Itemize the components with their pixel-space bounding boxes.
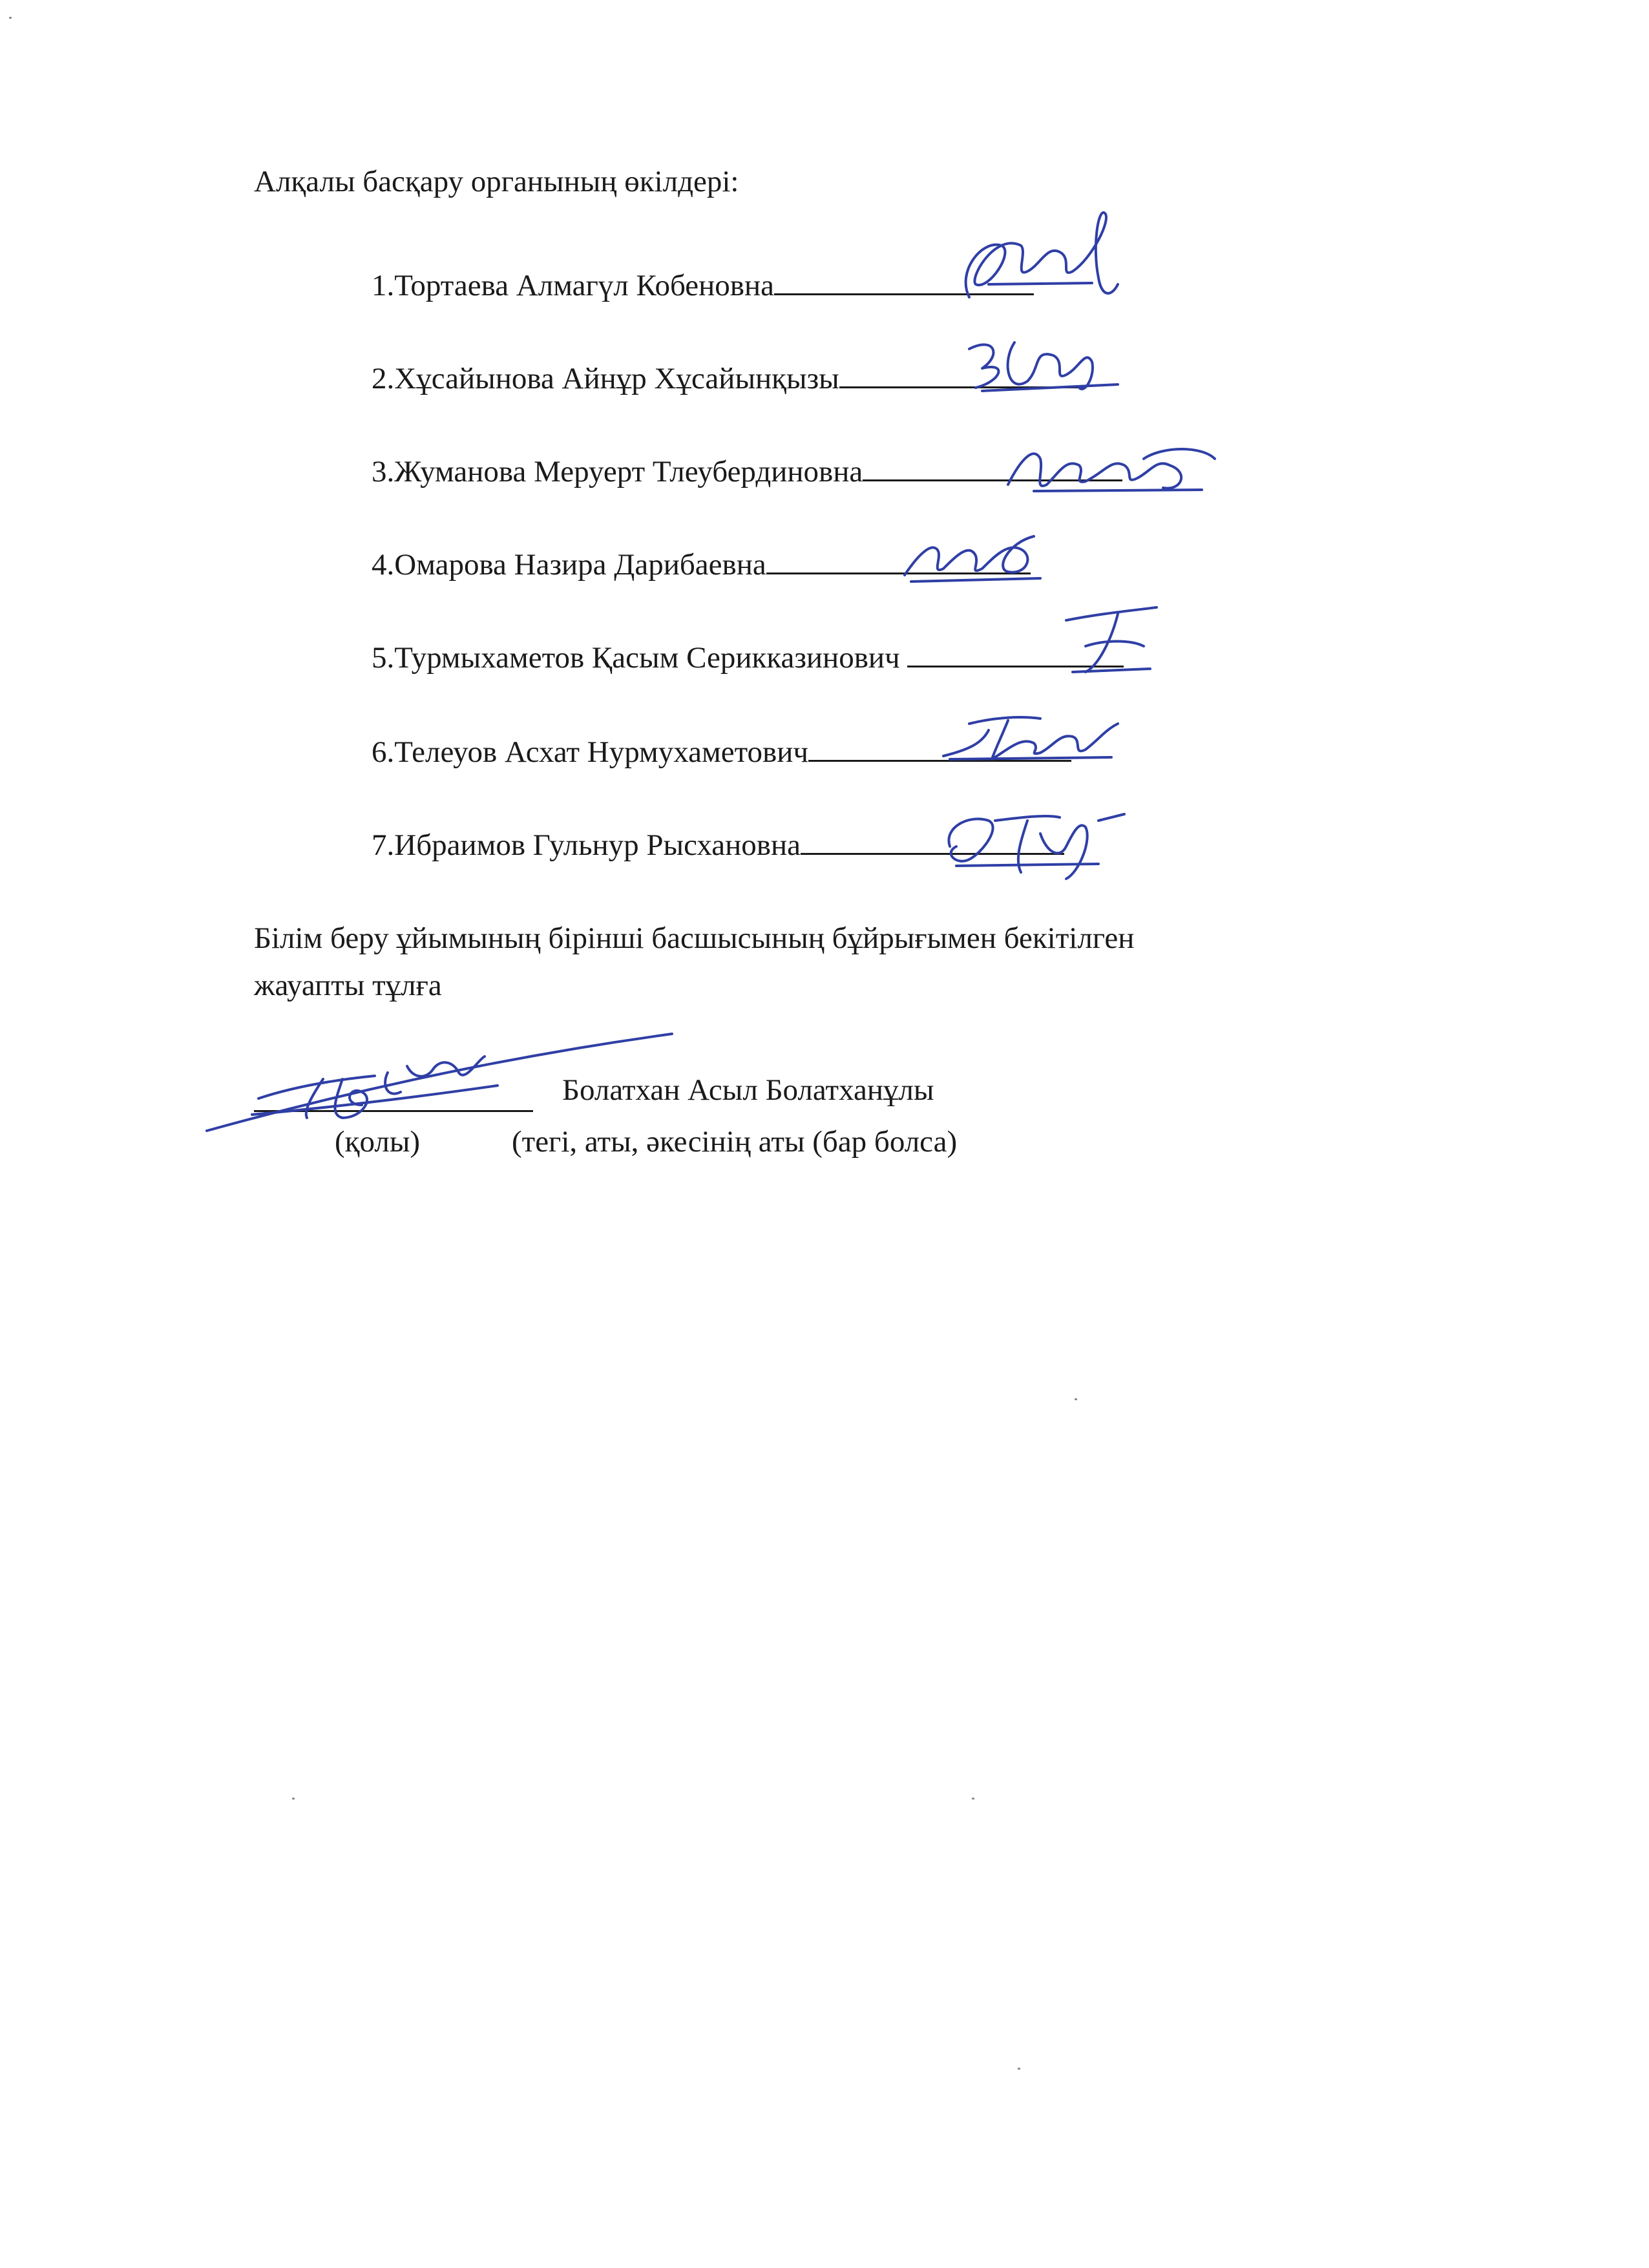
caption-signature: (қолы) (335, 1125, 421, 1159)
handwritten-signature-7 (930, 801, 1137, 892)
representatives-heading: Алқалы басқару органының өкілдері: (254, 165, 739, 198)
handwritten-signature-1 (943, 207, 1137, 317)
handwritten-signature-5 (1047, 601, 1176, 685)
member-row (372, 640, 1124, 673)
member-name: 3.Жуманова Меруерт Тлеубердиновна (372, 455, 863, 488)
member-row (372, 268, 1034, 301)
scan-speck (1075, 1398, 1077, 1400)
scan-speck (9, 17, 12, 19)
responsible-text-line2: жауапты тұлға (254, 969, 442, 1002)
member-name: 2.Хұсайынова Айнұр Хұсайынқызы (372, 362, 839, 395)
handwritten-signature-6 (930, 704, 1137, 769)
member-name: 6.Телеуов Асхат Нурмухаметович (372, 735, 808, 769)
responsible-text-line1: Білім беру ұйымының бірінші басшысының бұйрығымен бекітілген (254, 921, 1135, 955)
handwritten-signature-4 (892, 517, 1060, 594)
caption-name: (тегі, аты, әкесінің аты (бар болса) (512, 1125, 958, 1159)
handwritten-signature-2 (956, 330, 1131, 407)
scan-speck (972, 1798, 974, 1800)
scan-speck (1018, 2068, 1020, 2070)
member-name: 1.Тортаева Алмагүл Кобеновна (372, 269, 775, 302)
scan-speck (292, 1798, 295, 1800)
member-name: 5.Турмыхаметов Қасым Серикказинович (372, 641, 900, 675)
responsible-name: Болатхан Асыл Болатханұлы (562, 1073, 934, 1107)
handwritten-signature-3 (995, 433, 1228, 504)
member-name: 4.Омарова Назира Дарибаевна (372, 548, 766, 582)
handwritten-signature-responsible (194, 1021, 698, 1150)
member-name: 7.Ибраимов Гульнур Рысхановна (372, 828, 801, 862)
